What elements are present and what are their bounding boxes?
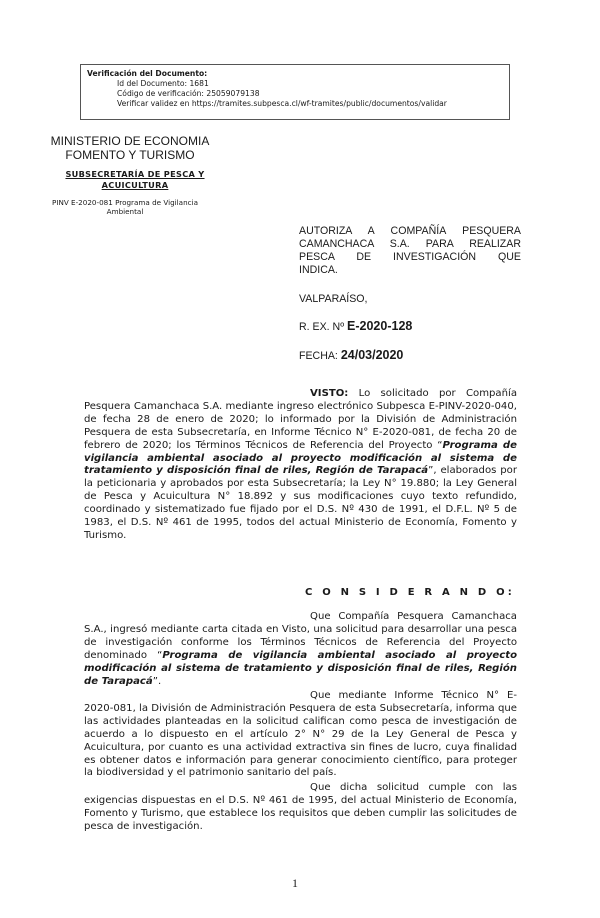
subject-line-1: AUTORIZA A COMPAÑÍA PESQUERA [299, 225, 521, 237]
reference-note [20, 198, 230, 216]
visto-first-line-text: Lo solicitado por Compañía [358, 388, 518, 399]
p3-first-line: Que dicha solicitud cumple con las [310, 782, 517, 793]
ministry-line-2: FOMENTO Y TURISMO [65, 148, 195, 162]
place: VALPARAÍSO, [299, 293, 368, 305]
visto-text-a: Pesquera Camanchaca S.A. mediante ingreso electrónico Subpesca E-PINV-2020-040, de fecha 28 de enero de 2020; lo informado por la División de Administración Pesquera de esta Subsecretaría, en Informe Técnico N° E-2020-081, de fecha 20 de febrero de 2020; los Términos Técnicos de Referencia del Proyecto “ [84, 400, 517, 451]
subject-line-4: INDICA. [299, 264, 338, 276]
verification-code: • Código de verificación: 25059079138 [117, 89, 503, 99]
reference-line-1: PINV E-2020-081 Programa de Vigilancia [52, 198, 198, 207]
p2-text: 2020-081, la División de Administración Pesquera de esta Subsecretaría, informa que las actividades planteadas en la solicitud califican como pesca de investigación de acuerdo a lo dispuesto en el artículo 2° N° 29 de la Ley General de Pesca y Acuicultura, por cuanto es una actividad extractiva sin fines de lucro, cuya finalidad es obtener datos e información para generar conocimiento científico, para proteger la biodiversidad y el patrimonio sanitario del país. [84, 702, 517, 779]
verification-url[interactable]: • Verificar validez en https://tramites.subpesca.cl/wf-tramites/public/documentos/validar [117, 99, 503, 109]
visto-project-title: Programa de vigilancia ambiental asociado al proyecto modificación al sistema de tratamiento y disposición final de riles, Región de Tarapacá [84, 439, 517, 477]
ministry-name [30, 134, 230, 162]
subsecretaria-name [35, 169, 235, 191]
p1-project-title: Programa de vigilancia ambiental asociado al proyecto modificación al sistema de tratamiento y disposición final de riles, Región de Tarapacá [84, 649, 518, 687]
considerando-paragraph-1 [84, 611, 517, 688]
page-number: 1 [292, 876, 298, 890]
verification-box [80, 64, 510, 120]
considerando-paragraph-3 [84, 782, 517, 834]
considerando-paragraph-2 [84, 690, 517, 780]
resolution-date [299, 348, 403, 362]
number-label: R. EX. Nº [299, 321, 345, 333]
reference-line-2: Ambiental [106, 207, 144, 216]
subsecretaria-line-2: ACUICULTURA [101, 180, 169, 190]
visto-text-b: ”, elaborados por la peticionaria y aprobados por esta Subsecretaría; la Ley N° 19.880; la Ley General de Pesca y Acuicultura N° 18.892 y sus modificaciones cuyo texto refundido, coordinado y sistematizado fue fijado por el D.S. Nº 430 de 1991, el D.F.L. Nº 5 de 1983, el D.S. Nº 461 de 1995, todos del actual Ministerio de Economía, Fomento y Turismo. [84, 465, 518, 541]
date-value: 24/03/2020 [340, 348, 404, 362]
p1-text-a: S.A., ingresó mediante carta citada en Visto, una solicitud para desarrollar una pesca de investigación conforme los Términos Técnicos de Referencia del Proyecto denominado “ [84, 623, 517, 661]
p2-first-line: Que mediante Informe Técnico N° E- [310, 690, 517, 701]
considerando-heading: C O N S I D E R A N D O: [305, 587, 515, 598]
date-label: FECHA: [299, 350, 338, 362]
subject-line-2: CAMANCHACA S.A. PARA REALIZAR [299, 238, 521, 250]
verification-list [87, 79, 503, 109]
visto-label: VISTO: [310, 388, 349, 399]
p1-first-line: Que Compañía Pesquera Camanchaca [310, 611, 517, 622]
number-value: E-2020-128 [347, 319, 413, 333]
visto-paragraph [84, 388, 517, 543]
ministry-line-1: MINISTERIO DE ECONOMIA [50, 134, 210, 148]
visto-first-line [84, 388, 517, 401]
subsecretaria-line-1: SUBSECRETARÍA DE PESCA Y [65, 169, 205, 179]
verification-title: Verificación del Documento: [87, 69, 208, 78]
p1-text-b: ”. [152, 675, 162, 687]
resolution-subject [299, 225, 521, 277]
subject-line-3: PESCA DE INVESTIGACIÓN QUE [299, 251, 521, 263]
resolution-number [299, 319, 412, 333]
p3-text: exigencias dispuestas en el D.S. Nº 461 de 1995, del actual Ministerio de Economía, Fomento y Turismo, que establece los requisitos que deben cumplir las solicitudes de pesca de investigación. [84, 794, 517, 832]
document-id: • Id del Documento: 1681 [117, 79, 503, 89]
